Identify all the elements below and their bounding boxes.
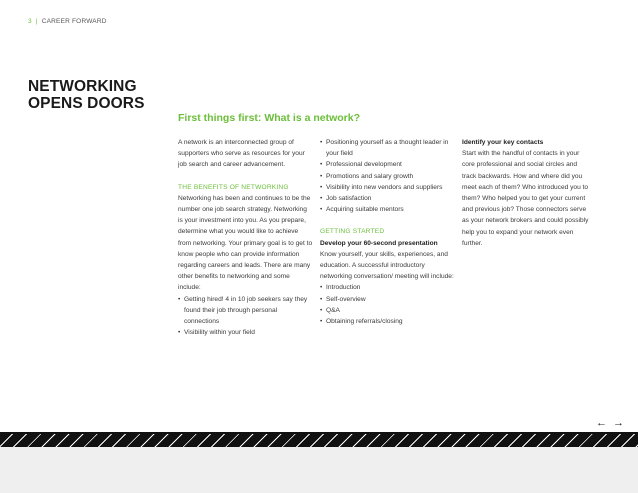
arrow-left-icon[interactable]: ← — [596, 417, 607, 429]
network-definition: A network is an interconnected group of supporters who serve as resources for your job search and career advancement. — [178, 139, 305, 169]
list-item: • Visibility into new vendors and suppliers — [320, 182, 458, 193]
header-separator: | — [35, 18, 38, 25]
getting-started-section-title: GETTING STARTED — [320, 228, 385, 236]
subhead: First things first: What is a network? — [178, 112, 361, 124]
list-item: • Getting hired! 4 in 10 job seekers say they found their job through personal connections — [178, 294, 313, 328]
page-number: 3 — [28, 18, 32, 25]
list-item: • Visibility within your field — [178, 327, 313, 338]
benefits-list-continued — [320, 137, 458, 215]
page-title-line-1: NETWORKING — [28, 78, 137, 95]
list-item: • Promotions and salary growth — [320, 171, 458, 182]
column-2 — [320, 137, 458, 327]
presentation-body: Know yourself, your skills, experiences, and education. A successful introductory networking conversation/ meeting will include: — [320, 250, 454, 281]
list-item: • Obtaining referrals/closing — [320, 316, 458, 327]
benefits-body: Networking has been and continues to be the number one job search strategy. Networking is your investment into you. As you prepare, determine what you would like to achieve from networking. Your primary goal is to get to know people who can provide information regarding careers and leads. There are many other benefits to networking and some include: — [178, 194, 313, 292]
list-item: • Introduction — [320, 282, 458, 293]
benefits-section-title: THE BENEFITS OF NETWORKING — [178, 183, 289, 191]
benefits-list — [178, 294, 313, 339]
list-item: • Self-overview — [320, 294, 458, 305]
key-contacts-title: Identify your key contacts — [462, 139, 544, 146]
page-navigation — [596, 417, 624, 429]
section-title: CAREER FORWARD — [41, 18, 107, 25]
column-1 — [178, 137, 313, 338]
list-item: • Professional development — [320, 159, 458, 170]
list-item: • Job satisfaction — [320, 193, 458, 204]
footer-divider — [0, 432, 638, 434]
list-item: • Acquiring suitable mentors — [320, 204, 458, 215]
column-3 — [462, 137, 592, 249]
list-item: • Q&A — [320, 305, 458, 316]
presentation-title: Develop your 60-second presentation — [320, 239, 438, 247]
meeting-steps-list — [320, 282, 458, 327]
key-contacts-body: Start with the handful of contacts in your core professional and social circles and track backwards. How and where did you meet each of them? Who introduced you to them? Who helped you to get your current and previous job? Those connectors serve as your network brokers and could possibly help you to expand your network even further. — [462, 150, 589, 247]
footer-stripe — [0, 433, 638, 447]
page-title-line-2: OPENS DOORS — [28, 95, 145, 112]
page-title — [28, 78, 173, 112]
list-item: • Positioning yourself as a thought leader in your field — [320, 137, 458, 159]
page-header — [28, 18, 107, 25]
arrow-right-icon[interactable]: → — [613, 417, 624, 429]
